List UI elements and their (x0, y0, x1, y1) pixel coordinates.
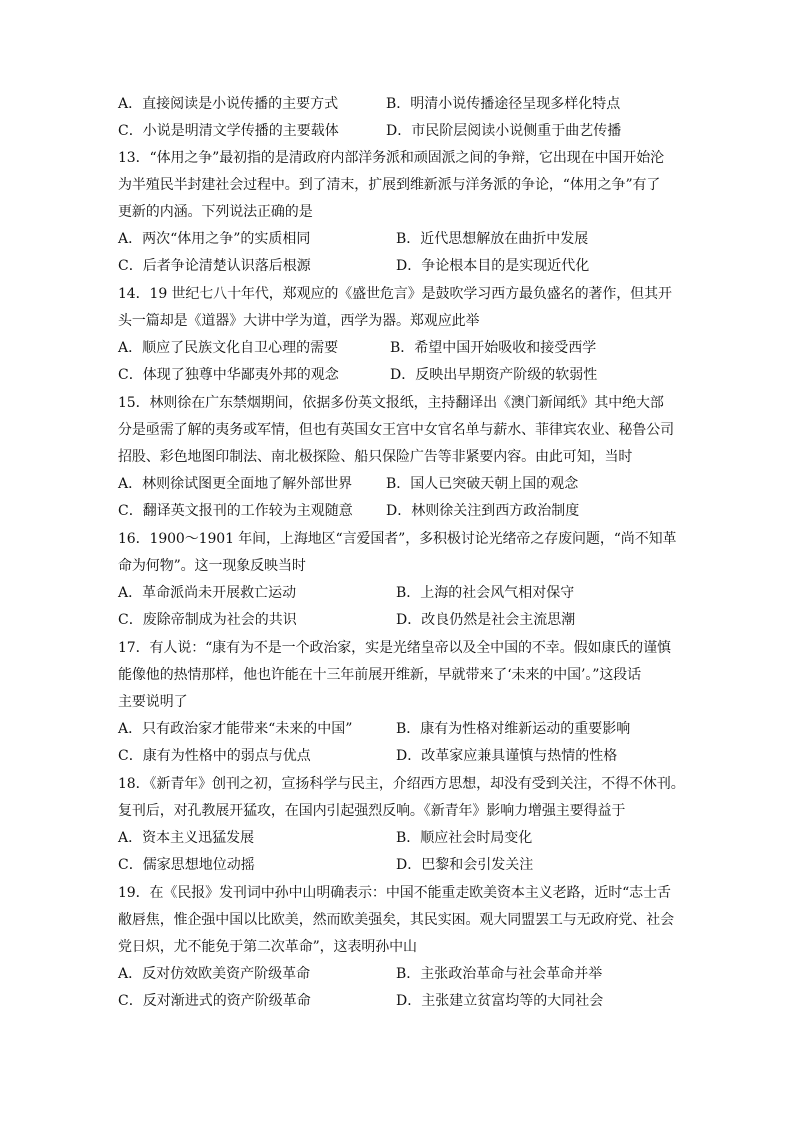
question-text-line: 分是亟需了解的夷务或军情，但也有英国女王宫中女官名单与薪水、菲律宾农业、秘鲁公司 (118, 422, 674, 438)
option-c[interactable]: C．反对渐进式的资产阶级革命 (118, 993, 311, 1009)
option-b[interactable]: B．顺应社会时局变化 (396, 830, 533, 846)
option-row (118, 992, 678, 1010)
question-text-line: 16．1900～1901 年间，上海地区“言爱国者”，多积极讨论光绪帝之存废问题，“尚不知革 (118, 531, 677, 547)
option-c[interactable]: C．翻译英文报刊的工作较为主观随意 (118, 503, 353, 519)
option-row (118, 475, 678, 493)
option-row (118, 366, 678, 384)
option-b[interactable]: B．上海的社会风气相对保守 (396, 585, 575, 601)
option-row (118, 856, 678, 874)
option-row (118, 584, 678, 602)
question-19 (118, 884, 678, 1010)
question-16 (118, 530, 678, 629)
option-row (118, 95, 678, 113)
question-text-line: 能像他的热情那样，他也许能在十三年前展开维新，早就带来了‘未来的中国’。”这段话 (118, 667, 642, 683)
question-text-line: 头一篇却是《道器》大讲中学为道，西学为器。郑观应此举 (118, 313, 480, 329)
question-text-line: 19．在《民报》发刊词中孙中山明确表示：中国不能重走欧美资本主义老路，近时“志士舌 (118, 885, 671, 901)
option-d[interactable]: D．争论根本目的是实现近代化 (396, 258, 590, 274)
option-b[interactable]: B．主张政治革命与社会革命并举 (396, 966, 603, 982)
option-d[interactable]: D．反映出早期资产阶级的软弱性 (390, 367, 598, 383)
option-d[interactable]: D．主张建立贫富均等的大同社会 (396, 993, 604, 1009)
option-b[interactable]: B．希望中国开始吸收和接受西学 (390, 340, 597, 356)
question-13 (118, 149, 678, 275)
question-text-line: 命为何物”。这一现象反映当时 (118, 558, 306, 574)
question-text-line: 党日炽，尤不能免于第二次革命”，这表明孙中山 (118, 939, 417, 955)
question-text-line: 招股、彩色地图印制法、南北极探险、船只保险广告等非紧要内容。由此可知，当时 (118, 449, 633, 465)
option-d[interactable]: D．林则徐关注到西方政治制度 (386, 503, 580, 519)
question-text-line: 18．《新青年》创刊之初，宣扬科学与民主，介绍西方思想，却没有受到关注，不得不休刊。 (118, 776, 685, 792)
question-14 (118, 285, 678, 384)
option-a[interactable]: A．两次“体用之争”的实质相同 (118, 231, 311, 247)
option-row (118, 230, 678, 248)
question-text-line: 14．19 世纪七八十年代，郑观应的《盛世危言》是鼓吹学习西方最负盛名的著作，但其开 (118, 286, 672, 302)
option-d[interactable]: D．改革家应兼具谨慎与热情的性格 (396, 748, 618, 764)
option-c[interactable]: C．后者争论清楚认识落后根源 (118, 258, 311, 274)
option-row (118, 611, 678, 629)
option-row (118, 339, 678, 357)
option-b[interactable]: B．康有为性格对维新运动的重要影响 (396, 721, 631, 737)
option-a[interactable]: A．资本主义迅猛发展 (118, 830, 255, 846)
question-text-line: 为半殖民半封建社会过程中。到了清末，扩展到维新派与洋务派的争论，“体用之争”有了 (118, 177, 661, 193)
question-15 (118, 394, 678, 520)
option-row (118, 720, 678, 738)
question-18 (118, 775, 685, 874)
option-d[interactable]: D．改良仍然是社会主流思潮 (396, 612, 576, 628)
option-a[interactable]: A．革命派尚未开展救亡运动 (118, 585, 297, 601)
option-c[interactable]: C．康有为性格中的弱点与优点 (118, 748, 311, 764)
option-d[interactable]: D．市民阶层阅读小说侧重于曲艺传播 (386, 123, 622, 139)
question-text-line: 复刊后，对孔教展开猛攻，在国内引起强烈反响。《新青年》影响力增强主要得益于 (118, 803, 626, 819)
question-text-line: 更新的内涵。下列说法正确的是 (118, 204, 313, 220)
option-row (118, 829, 678, 847)
option-a[interactable]: A．直接阅读是小说传播的主要方式 (118, 96, 339, 112)
question-text-line: 敝唇焦，惟企强中国以比欧美，然而欧美强矣，其民实困。观大同盟罢工与无政府党、社会 (118, 912, 674, 928)
question-text-line: 13．“体用之争”最初指的是清政府内部洋务派和顽固派之间的争辩，它出现在中国开始沦 (118, 150, 665, 166)
option-c[interactable]: C．废除帝制成为社会的共识 (118, 612, 297, 628)
option-b[interactable]: B．近代思想解放在曲折中发展 (396, 231, 589, 247)
question-17 (118, 639, 678, 765)
option-c[interactable]: C．儒家思想地位动摇 (118, 857, 255, 873)
option-row (118, 747, 678, 765)
option-c[interactable]: C．体现了独尊中华鄙夷外邦的观念 (118, 367, 339, 383)
option-d[interactable]: D．巴黎和会引发关注 (396, 857, 534, 873)
option-b[interactable]: B．国人已突破天朝上国的观念 (386, 476, 579, 492)
option-c[interactable]: C．小说是明清文学传播的主要载体 (118, 123, 339, 139)
question-12-options (118, 95, 678, 140)
option-row (118, 502, 678, 520)
option-row (118, 965, 678, 983)
option-a[interactable]: A．林则徐试图更全面地了解外部世界 (118, 476, 353, 492)
option-a[interactable]: A．反对仿效欧美资产阶级革命 (118, 966, 311, 982)
question-text-line: 15．林则徐在广东禁烟期间，依据多份英文报纸，主持翻译出《澳门新闻纸》其中绝大部 (118, 395, 664, 411)
option-a[interactable]: A．只有政治家才能带来“未来的中国” (118, 721, 353, 737)
option-row (118, 122, 678, 140)
question-text-line: 17．有人说：“康有为不是一个政治家，实是光绪皇帝以及全中国的不幸。假如康氏的谨慎 (118, 640, 671, 656)
option-a[interactable]: A．顺应了民族文化自卫心理的需要 (118, 340, 339, 356)
option-row (118, 257, 678, 275)
option-b[interactable]: B．明清小说传播途径呈现多样化特点 (386, 96, 621, 112)
question-text-line: 主要说明了 (118, 694, 188, 710)
